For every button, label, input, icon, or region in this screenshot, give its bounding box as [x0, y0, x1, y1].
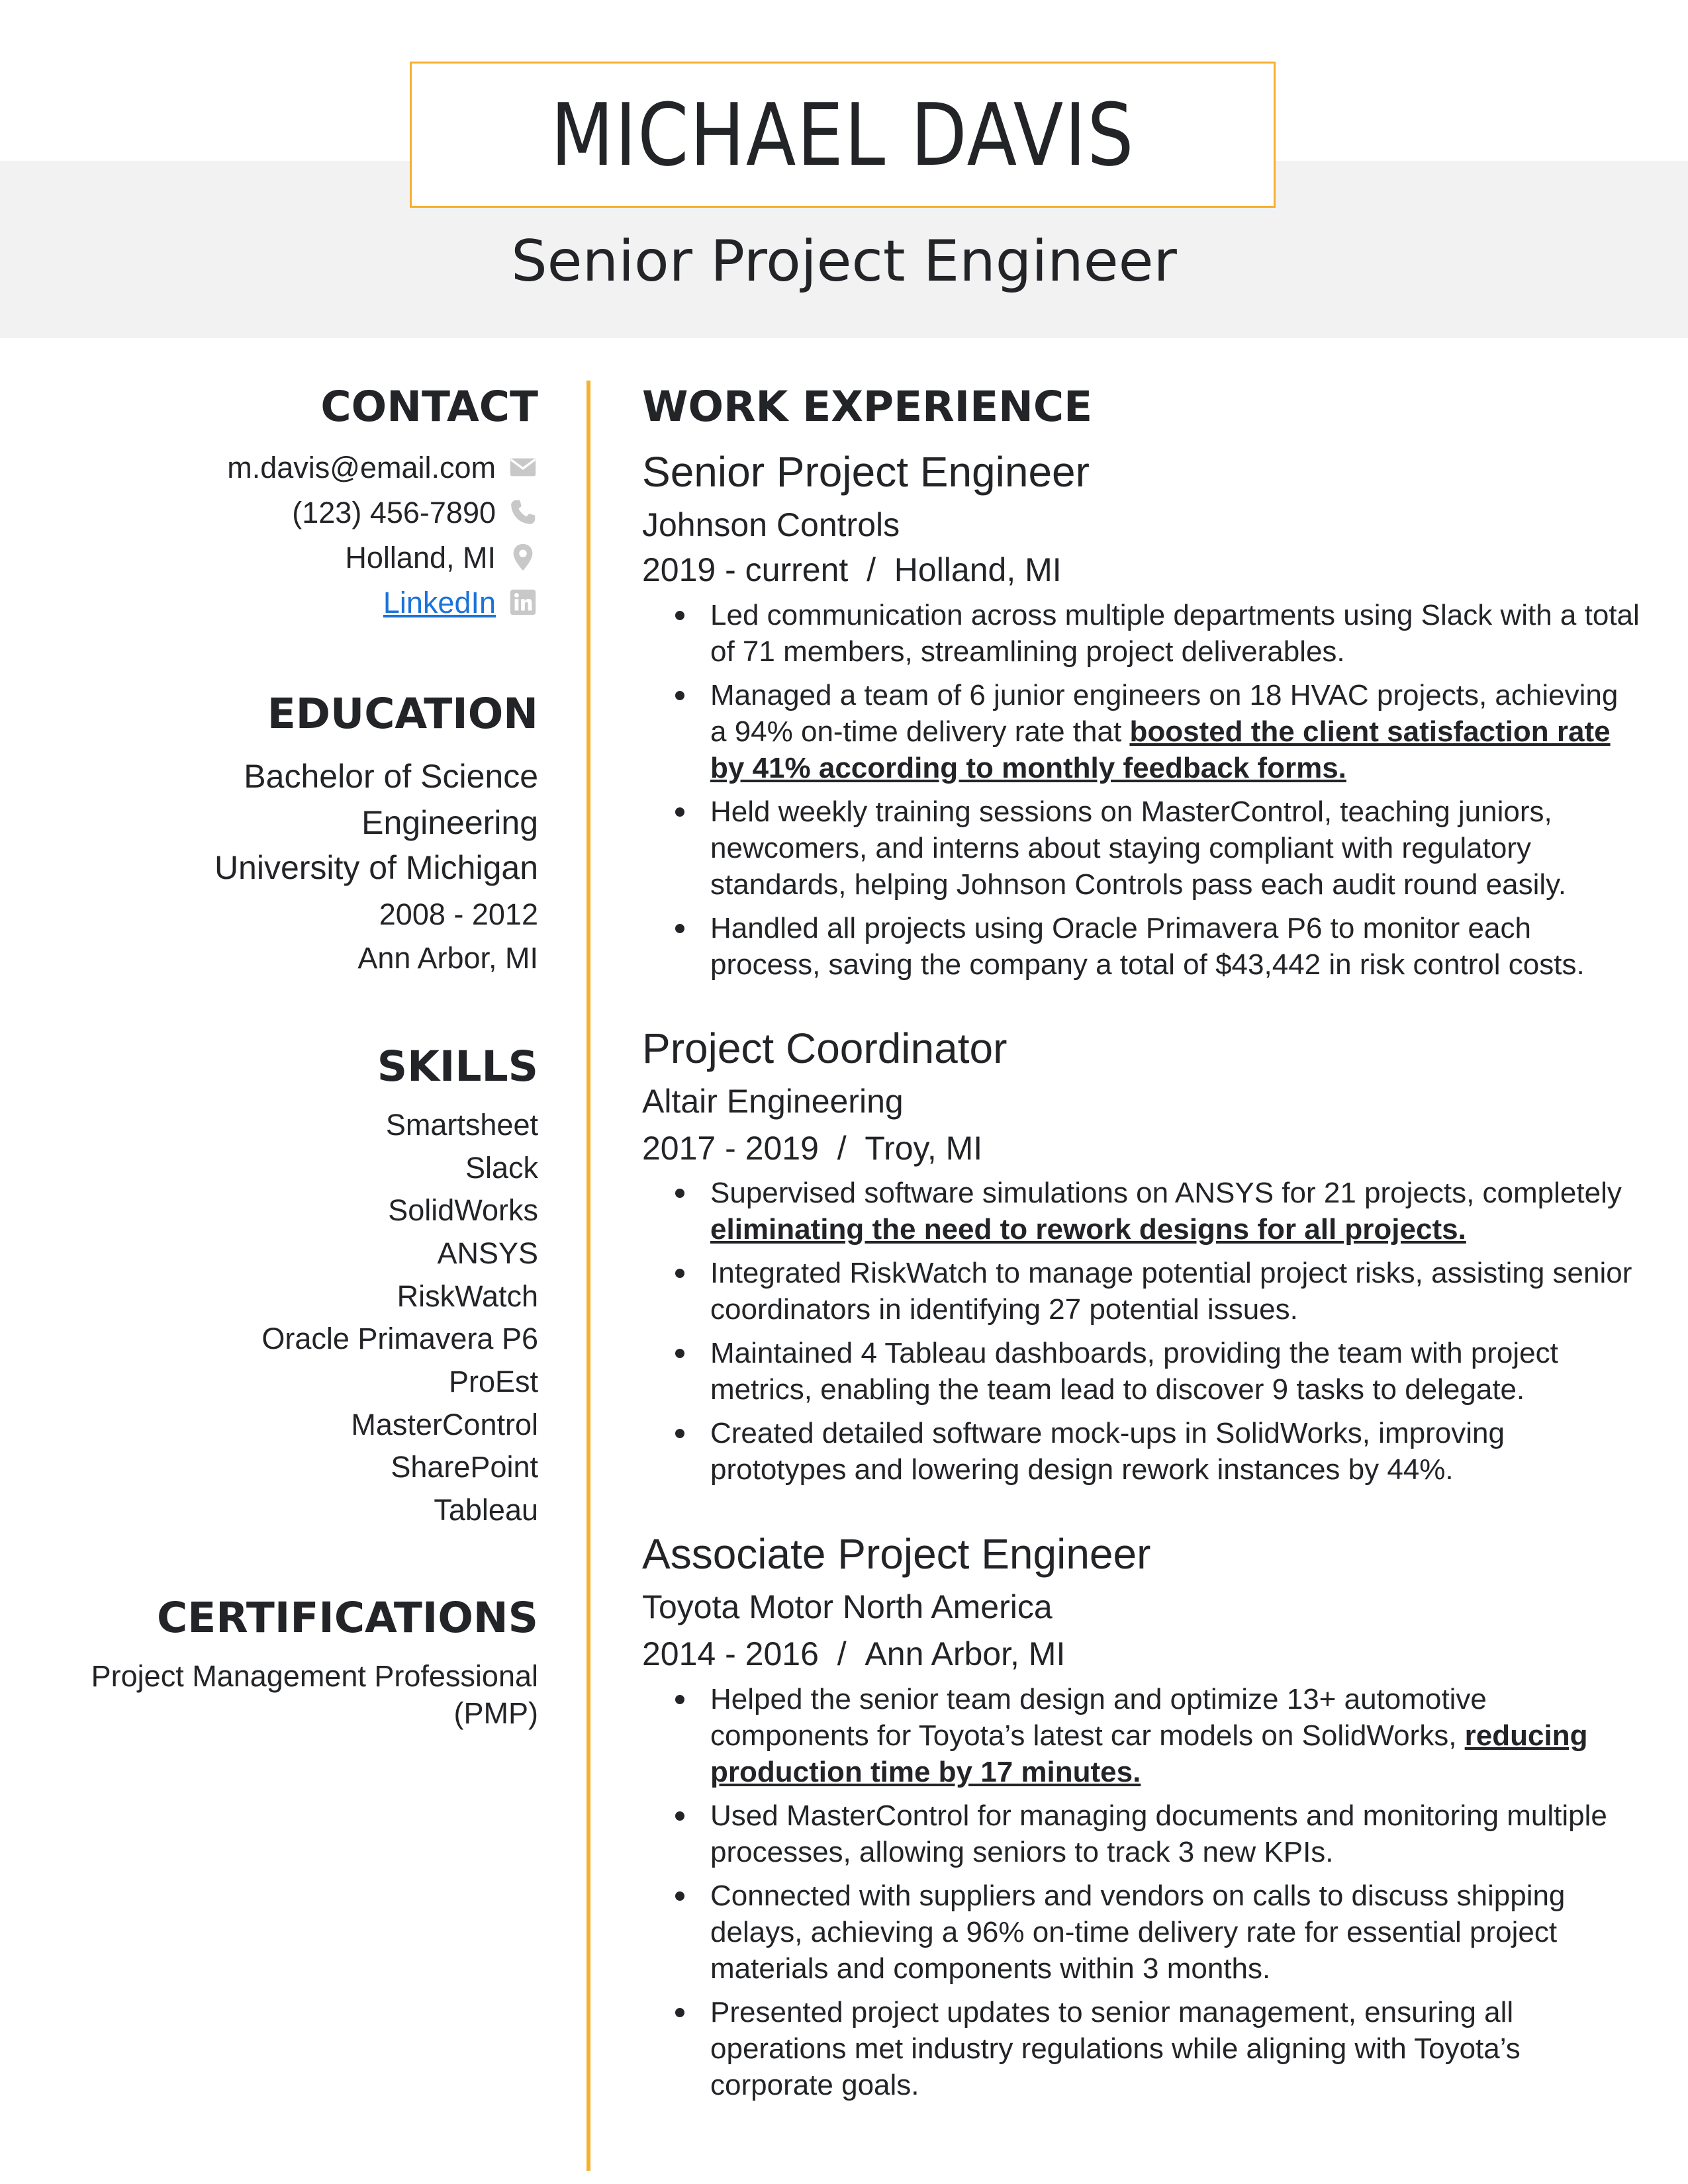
education-heading: EDUCATION: [267, 690, 538, 738]
candidate-title: Senior Project Engineer: [511, 228, 1177, 295]
bullet-item: Connected with suppliers and vendors on calls to discuss shipping delays, achieving a 96% on-time delivery rate for essential project materials and components within 3 months.: [642, 1878, 1642, 1987]
skill-item: ProEst: [448, 1365, 538, 1398]
linkedin-link[interactable]: LinkedIn: [383, 585, 496, 619]
job-meta: [642, 1637, 1065, 1670]
bullet-item: Created detailed software mock-ups in SolidWorks, improving prototypes and lowering design rework instances by 44%.: [642, 1415, 1642, 1488]
certification-abbrev: (PMP): [453, 1696, 538, 1730]
skill-item: MasterControl: [351, 1408, 538, 1441]
certification-name: Project Management Professional: [91, 1659, 538, 1693]
job-meta: [642, 1132, 982, 1165]
skill-item: Slack: [465, 1151, 538, 1185]
contact-heading: CONTACT: [320, 383, 538, 431]
education-school: University of Michigan: [214, 849, 538, 886]
bullet-item: Held weekly training sessions on MasterControl, teaching juniors, newcomers, and interns about staying compliant with regulatory standards, helping Johnson Controls pass each audit round easily.: [642, 794, 1642, 903]
email-text[interactable]: m.davis@email.com: [227, 450, 496, 484]
job-company: Altair Engineering: [642, 1083, 904, 1120]
education-years: 2008 - 2012: [379, 897, 538, 931]
name-box: [410, 62, 1276, 208]
phone-icon: [508, 497, 538, 527]
skill-item: ANSYS: [437, 1236, 538, 1270]
job-company: Toyota Motor North America: [642, 1588, 1053, 1625]
contact-linkedin: [383, 587, 538, 617]
bullet-highlight: eliminating the need to rework designs for all projects.: [710, 1213, 1466, 1246]
skills-heading: SKILLS: [377, 1042, 538, 1091]
skill-item: SharePoint: [391, 1450, 538, 1484]
skill-item: Oracle Primavera P6: [261, 1322, 538, 1355]
job-dates: 2019 - current: [642, 551, 849, 588]
job-separator: /: [867, 551, 876, 588]
phone-text[interactable]: (123) 456-7890: [292, 495, 496, 529]
bullet-item: Helped the senior team design and optimize 13+ automotive components for Toyota’s latest car models on SolidWorks, reducing production time by 17 minutes.: [642, 1681, 1642, 1790]
work-experience-heading: WORK EXPERIENCE: [642, 383, 1093, 431]
bullet-item: Used MasterControl for managing documents and monitoring multiple processes, allowing seniors to track 3 new KPIs.: [642, 1797, 1642, 1870]
bullet-item: Supervised software simulations on ANSYS for 21 projects, completely eliminating the need to rework designs for all projects.: [642, 1175, 1642, 1248]
map-pin-icon: [508, 542, 538, 572]
bullet-item: Led communication across multiple departments using Slack with a total of 71 members, streamlining project deliverables.: [642, 597, 1642, 670]
job-title: Associate Project Engineer: [642, 1530, 1151, 1578]
job-bullets: [642, 1175, 1642, 1495]
education-location: Ann Arbor, MI: [357, 941, 538, 975]
skill-item: Tableau: [434, 1493, 538, 1527]
job-location: Ann Arbor, MI: [865, 1635, 1066, 1672]
certifications-heading: CERTIFICATIONS: [156, 1594, 538, 1642]
job-meta: [642, 553, 1062, 586]
job-title: Senior Project Engineer: [642, 448, 1090, 496]
bullet-item: Maintained 4 Tableau dashboards, providing the team with project metrics, enabling the team lead to discover 9 tasks to delegate.: [642, 1335, 1642, 1408]
contact-location: [345, 542, 538, 572]
job-bullets: [642, 597, 1642, 990]
contact-phone: [292, 497, 538, 527]
candidate-name: MICHAEL DAVIS: [550, 84, 1135, 185]
education-degree: Bachelor of Science: [244, 758, 538, 795]
job-title: Project Coordinator: [642, 1024, 1008, 1072]
job-separator: /: [837, 1635, 847, 1672]
contact-email: [227, 452, 538, 482]
location-text: Holland, MI: [345, 540, 496, 574]
job-dates: 2017 - 2019: [642, 1130, 819, 1167]
skill-item: SolidWorks: [388, 1193, 538, 1227]
job-location: Holland, MI: [894, 551, 1062, 588]
skill-item: RiskWatch: [397, 1279, 538, 1313]
education-field: Engineering: [361, 804, 538, 841]
bullet-item: Presented project updates to senior management, ensuring all operations met industry regulations while aligning with Toyota’s corporate goals.: [642, 1994, 1642, 2103]
bullet-item: Integrated RiskWatch to manage potential project risks, assisting senior coordinators in identifying 27 potential issues.: [642, 1255, 1642, 1328]
bullet-item: Handled all projects using Oracle Primavera P6 to monitor each process, saving the company a total of $43,442 in risk control costs.: [642, 910, 1642, 983]
bullet-highlight: boosted the client satisfaction rate by 41% according to monthly feedback forms.: [710, 715, 1611, 784]
job-separator: /: [837, 1130, 847, 1167]
job-dates: 2014 - 2016: [642, 1635, 819, 1672]
skill-item: Smartsheet: [385, 1108, 538, 1142]
job-location: Troy, MI: [865, 1130, 983, 1167]
job-company: Johnson Controls: [642, 506, 900, 543]
linkedin-icon[interactable]: [508, 587, 538, 617]
column-divider: [586, 381, 590, 2171]
job-bullets: [642, 1681, 1642, 2111]
envelope-icon: [508, 452, 538, 482]
bullet-highlight: reducing production time by 17 minutes.: [710, 1719, 1588, 1788]
bullet-item: Managed a team of 6 junior engineers on 18 HVAC projects, achieving a 94% on-time delivery rate that boosted the client satisfaction rate by 41% according to monthly feedback forms.: [642, 677, 1642, 786]
